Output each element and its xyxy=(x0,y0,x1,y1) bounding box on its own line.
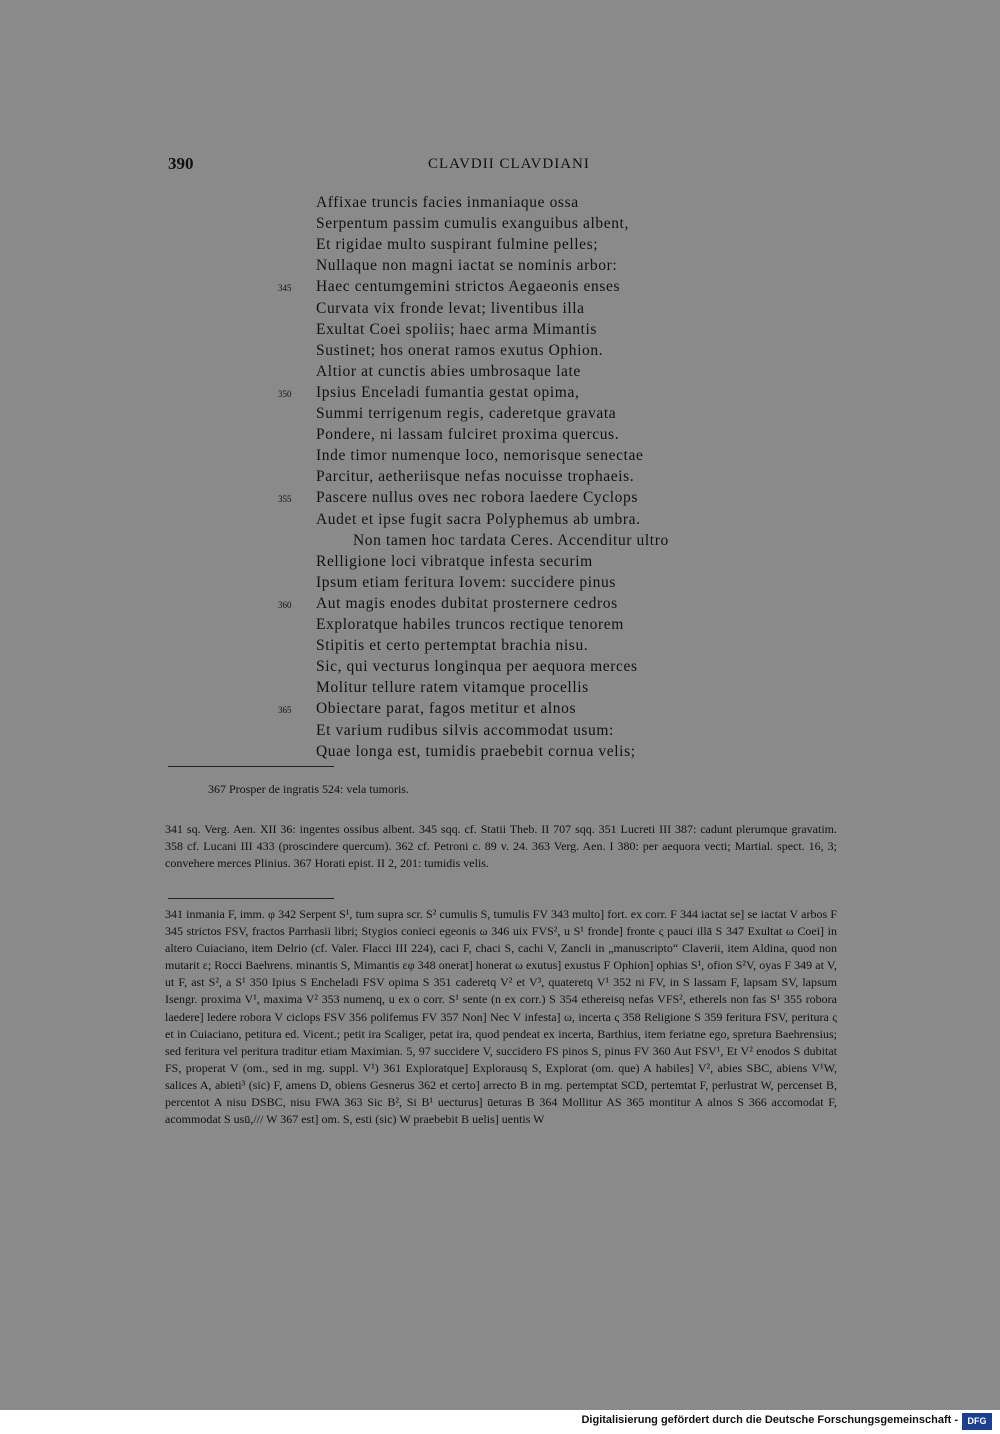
verse-line: Sustinet; hos onerat ramos exutus Ophion. xyxy=(316,341,604,359)
verse-line: Et varium rudibus silvis accommodat usum: xyxy=(316,721,614,739)
verse-line: Pascere nullus oves nec robora laedere Cyclops xyxy=(316,489,638,507)
verse-line: Pondere, ni lassam fulciret proxima quercus. xyxy=(316,426,620,444)
verse-line: Affixae truncis facies inmaniaque ossa xyxy=(316,194,579,211)
testimonia: 341 sq. Verg. Aen. XII 36: ingentes ossibus albent. 345 sqq. cf. Statii Theb. II 707 sqq. 351 Lucreti III 387: cadunt plerumque gravatim. 358 cf. Lucani III 433 (proscindere quercum). 362 cf. Petroni c. 89 v. 24. 363 Verg. Aen. I 380: per aequora vecti; Martial. spect. 16, 3; convehere merces Plinius. 367 Horati epist. II 2, 201: tumidis velis. xyxy=(165,822,837,871)
verse-line: Inde timor numenque loco, nemorisque senectae xyxy=(316,447,644,465)
verse-line: Curvata vix fronde levat; liventibus illa xyxy=(316,299,585,317)
source-note: 367 Prosper de ingratis 524: vela tumoris. xyxy=(208,782,409,796)
verse-line: Stipitis et certo pertemptat brachia nisu. xyxy=(316,637,589,655)
verse-line: Molitur tellure ratem vitamque procellis xyxy=(316,679,589,697)
line-number: 365 xyxy=(278,705,292,716)
verse-line: Altior at cunctis abies umbrosaque late xyxy=(316,362,581,380)
verse-line: Summi terrigenum regis, caderetque gravata xyxy=(316,405,617,422)
verse-line: Et rigidae multo suspirant fulmine pelles; xyxy=(316,236,599,254)
verse-line: Nullaque non magni iactat se nominis arbor: xyxy=(316,257,618,275)
verse-line: Ipsius Enceladi fumantia gestat opima, xyxy=(316,383,580,401)
verse-line: Audet et ipse fugit sacra Polyphemus ab umbra. xyxy=(316,510,641,528)
verse-line: Serpentum passim cumulis exanguibus albent, xyxy=(316,215,629,233)
verse-line: Exultat Coei spoliis; haec arma Mimantis xyxy=(316,320,597,338)
page-number: 390 xyxy=(168,154,194,173)
verse-line: Ipsum etiam feritura Iovem: succidere pinus xyxy=(316,573,616,591)
line-number: 355 xyxy=(278,494,292,505)
verse-line: Sic, qui vecturus longinqua per aequora merces xyxy=(316,658,638,676)
line-number: 350 xyxy=(278,388,292,399)
critical-apparatus: 341 inmania F, imm. φ 342 Serpent S¹, tum supra scr. S² cumulis S, tumulis FV 343 multo] fort. ex corr. F 344 iactat se] se iactat V arbos F 345 strictos FSV, fractos Parrhasii libri; Stygios conieci egeonis ω 346 uix FVS², u S¹ fronde] fronte ς pauci illā S 347 Exultat ω Coei] in altero Cuiaciano, item Delrio (cf. Valer. Flacci III 224), caci F, chaci S, cachi V, Zancli in „manuscripto“ Claverii, item Aldina, quod non mutarit ε; Rocci Baehrens. minantis S, Mimantis εφ 348 onerat] honerat ω exutus] exustus F Ophion] ophias S¹, ofion S²V, oyas F 349 at V, ut F, ast S², a S¹ 350 Ipius S Encheladi FSV opima S 351 caderetq V² et V³, quateretq V¹ 352 ni FV, in S lassam F, lapsam SV, lapsum Isengr. proxima V¹, maxima V² 353 numenq, u ex o corr. S¹ sente (n ex corr.) S 354 ethereisq nefas VFS², etherels non fas S¹ 355 robora laedere] ledere robora V ciclops FSV 356 polifemus FV 357 Non] Nec V infesta] ω, incerta ς 358 Religione S 359 feritura FSV, peritura ς et in Cuiaciano, petitura ed. Vicent.; petit ira Scaliger, petat ira, quod pendeat ex incerta, Barthius, item feriatne ego, spretura Baehrensius; sed feritura vel peritura traditur etiam Maximian. 5, 97 succidere V, succidero FS pinos S, pinus FV 360 Aut FSV¹, Et V² enodos S dubitat FS, properat V (om., sed in mg. suppl. V¹) 361 Exploratque] Explorausq S, Explorat (om. que) A habiles] V², abies SBC, abiens V¹W, salices A, abieti³ (sic) F, amens D, obiens Gesnerus 362 et certo] arrecto B in mg. pertemptat SCD, pertemtat F, perlustrat W, percenset B, percentot A nisu DSBC, nisu FWA 363 Sic B², Si B¹ uecturus] ūeturas B 364 Mollitur AS 365 montitur A alnos S 366 accomodat F, acommodat S usū,/// W 367 est] om. S, esti (sic) W praebebit B uelis] uentis W xyxy=(165,907,837,1127)
line-number: 360 xyxy=(278,599,292,610)
verse-line: Parcitur, aetheriisque nefas nocuisse trophaeis. xyxy=(316,468,635,486)
verse-line: Non tamen hoc tardata Ceres. Accenditur ultro xyxy=(353,531,669,549)
dfg-logo-icon: DFG xyxy=(962,1413,992,1430)
verse-line: Relligione loci vibratque infesta securim xyxy=(316,552,593,570)
verse-line: Haec centumgemini strictos Aegaeonis enses xyxy=(316,278,621,296)
footer-credit: Digitalisierung gefördert durch die Deutsche Forschungsgemeinschaft - xyxy=(581,1414,958,1426)
running-title: CLAVDII CLAVDIANI xyxy=(428,156,590,172)
footnote-rule xyxy=(168,766,334,767)
verse-line: Obiectare parat, fagos metitur et alnos xyxy=(316,700,577,718)
verse-line: Aut magis enodes dubitat prosternere cedros xyxy=(316,594,618,612)
apparatus-rule xyxy=(168,898,334,899)
verse-line: Quae longa est, tumidis praebebit cornua velis; xyxy=(316,742,636,760)
footer-bar xyxy=(0,1410,1000,1434)
verse-line: Exploratque habiles truncos rectique tenorem xyxy=(316,616,624,633)
line-number: 345 xyxy=(278,283,292,294)
